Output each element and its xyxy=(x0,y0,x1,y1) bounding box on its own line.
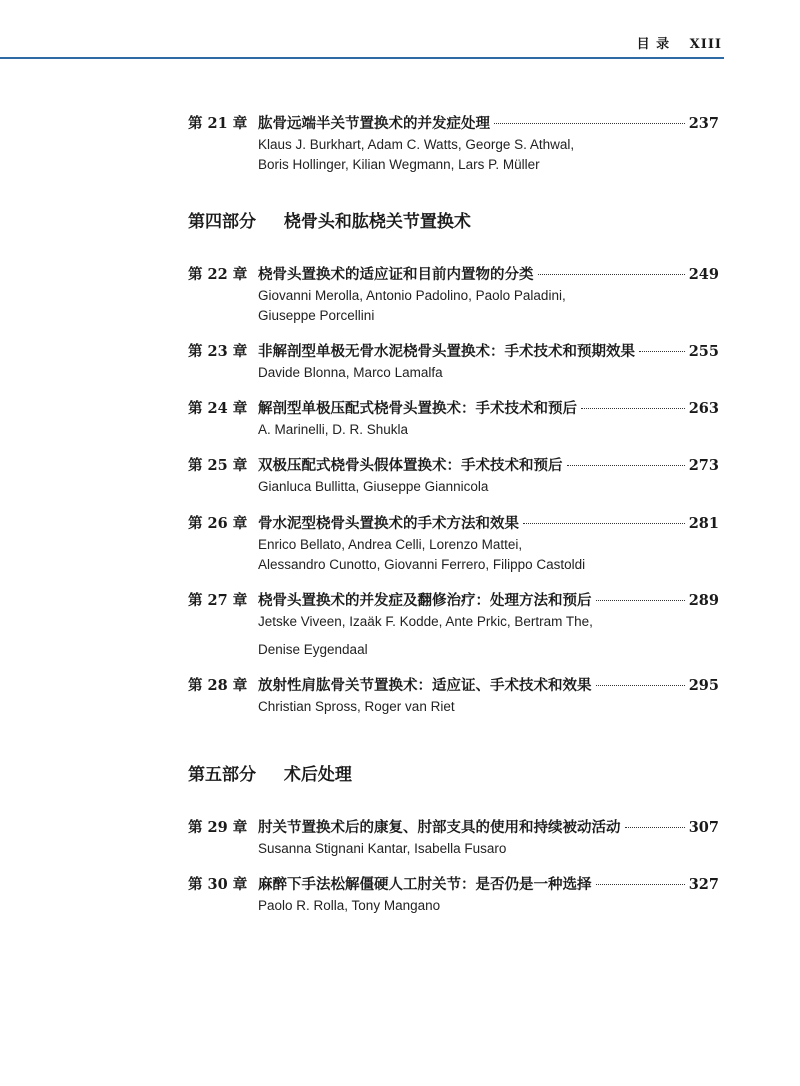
chapter-authors xyxy=(258,363,719,383)
toc-entry-ch22[interactable] xyxy=(188,265,719,326)
chapter-authors xyxy=(258,477,719,497)
dot-leader xyxy=(596,684,685,686)
dot-leader xyxy=(596,883,685,885)
chapter-authors xyxy=(258,420,719,440)
chapter-authors xyxy=(258,135,719,175)
toc-entry-ch23[interactable] xyxy=(188,342,719,383)
toc-entry-ch26[interactable] xyxy=(188,514,719,575)
chapter-title: 肘关节置换术后的康复、肘部支具的使用和持续被动活动 xyxy=(258,819,621,836)
author-line: Susanna Stignani Kantar, Isabella Fusaro xyxy=(258,841,507,856)
header-title: 目 录 xyxy=(636,37,671,52)
toc-entry-ch27[interactable] xyxy=(188,591,719,660)
toc-entry-ch21[interactable] xyxy=(188,114,719,175)
author-line: Klaus J. Burkhart, Adam C. Watts, George S. Athwal, xyxy=(258,137,575,152)
part-heading-4 xyxy=(188,207,471,232)
chapter-page-number: 281 xyxy=(688,515,719,532)
chapter-title: 解剖型单极压配式桡骨头置换术：手术技术和预后 xyxy=(258,400,577,417)
dot-leader xyxy=(596,599,685,601)
chapter-authors xyxy=(258,697,719,717)
author-line: Enrico Bellato, Andrea Celli, Lorenzo Mattei, xyxy=(258,537,523,552)
chapter-authors xyxy=(258,839,719,859)
chapter-label: 第 23 章 xyxy=(188,343,248,360)
chapter-title: 非解剖型单极无骨水泥桡骨头置换术：手术技术和预期效果 xyxy=(258,343,635,360)
author-line: Alessandro Cunotto, Giovanni Ferrero, Filippo Castoldi xyxy=(258,557,586,572)
part-number: 第五部分 xyxy=(188,765,256,785)
chapter-label: 第 22 章 xyxy=(188,266,248,283)
part-heading-5 xyxy=(188,760,352,785)
chapter-title: 放射性肩肱骨关节置换术：适应证、手术技术和效果 xyxy=(258,677,592,694)
part-title: 桡骨头和肱桡关节置换术 xyxy=(283,212,471,232)
chapter-title: 骨水泥型桡骨头置换术的手术方法和效果 xyxy=(258,515,519,532)
chapter-page-number: 307 xyxy=(688,819,719,836)
part-number: 第四部分 xyxy=(188,212,256,232)
author-line: A. Marinelli, D. R. Shukla xyxy=(258,422,409,437)
author-line: Giovanni Merolla, Antonio Padolino, Paolo Paladini, xyxy=(258,288,566,303)
dot-leader xyxy=(567,464,685,466)
header-rule xyxy=(0,57,724,59)
chapter-title: 桡骨头置换术的适应证和目前内置物的分类 xyxy=(258,266,534,283)
chapter-authors xyxy=(258,286,719,326)
author-line: Gianluca Bullitta, Giuseppe Giannicola xyxy=(258,479,489,494)
chapter-title: 桡骨头置换术的并发症及翻修治疗：处理方法和预后 xyxy=(258,592,592,609)
chapter-label: 第 28 章 xyxy=(188,677,248,694)
running-header xyxy=(637,33,722,52)
dot-leader xyxy=(538,273,685,275)
chapter-page-number: 295 xyxy=(688,677,719,694)
header-page-number: XIII xyxy=(689,37,722,52)
dot-leader xyxy=(639,350,685,352)
author-line: Davide Blonna, Marco Lamalfa xyxy=(258,365,443,380)
dot-leader xyxy=(581,407,685,409)
toc-entry-ch28[interactable] xyxy=(188,676,719,717)
part-title: 术后处理 xyxy=(283,765,352,785)
author-line: Paolo R. Rolla, Tony Mangano xyxy=(258,898,441,913)
chapter-label: 第 30 章 xyxy=(188,876,248,893)
toc-entry-ch25[interactable] xyxy=(188,456,719,497)
chapter-page-number: 249 xyxy=(688,266,719,283)
author-line: Giuseppe Porcellini xyxy=(258,308,375,323)
chapter-page-number: 327 xyxy=(688,876,719,893)
author-line: Jetske Viveen, Izaäk F. Kodde, Ante Prkic, Bertram The, xyxy=(258,614,593,629)
chapter-title: 肱骨远端半关节置换术的并发症处理 xyxy=(258,115,490,132)
chapter-page-number: 255 xyxy=(688,343,719,360)
dot-leader xyxy=(523,522,685,524)
toc-entry-ch24[interactable] xyxy=(188,399,719,440)
chapter-label: 第 24 章 xyxy=(188,400,248,417)
chapter-label: 第 21 章 xyxy=(188,115,248,132)
chapter-authors xyxy=(258,535,719,575)
chapter-page-number: 273 xyxy=(688,457,719,474)
toc-entry-ch30[interactable] xyxy=(188,875,719,916)
chapter-label: 第 29 章 xyxy=(188,819,248,836)
chapter-label: 第 27 章 xyxy=(188,592,248,609)
chapter-page-number: 263 xyxy=(688,400,719,417)
toc-entry-ch29[interactable] xyxy=(188,818,719,859)
author-line: Denise Eygendaal xyxy=(258,642,368,657)
chapter-authors xyxy=(258,896,719,916)
dot-leader xyxy=(494,122,685,124)
chapter-title: 麻醉下手法松解僵硬人工肘关节：是否仍是一种选择 xyxy=(258,876,592,893)
dot-leader xyxy=(625,826,685,828)
chapter-title: 双极压配式桡骨头假体置换术：手术技术和预后 xyxy=(258,457,563,474)
chapter-label: 第 25 章 xyxy=(188,457,248,474)
chapter-authors xyxy=(258,612,719,660)
author-line: Christian Spross, Roger van Riet xyxy=(258,699,455,714)
chapter-label: 第 26 章 xyxy=(188,515,248,532)
chapter-page-number: 237 xyxy=(688,115,719,132)
chapter-page-number: 289 xyxy=(688,592,719,609)
page-header xyxy=(0,0,800,62)
author-line: Boris Hollinger, Kilian Wegmann, Lars P. Müller xyxy=(258,157,540,172)
